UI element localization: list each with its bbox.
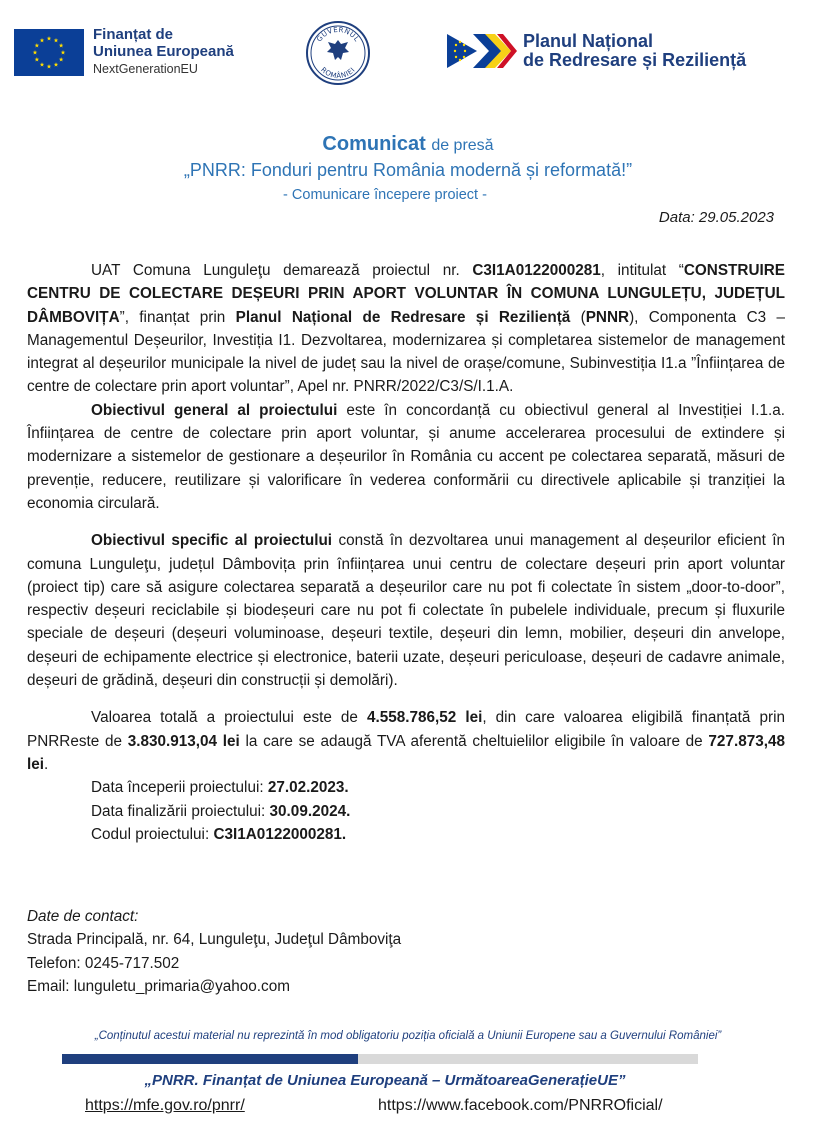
- paragraph-specific-objective: Obiectivul specific al proiectului constă în dezvoltarea unui management al deșeurilor eficient în comuna Lunguleţu, județul Dâmbovița prin înființarea unui centru de colectare deșeuri prin aport voluntar (proiect tip) care să asigure colectarea separată a deșeurilor care nu pot fi colectate în sistem „door-to-door”, respectiv deșeuri reciclabile și biodeșeuri care nu pot fi colectate în pubelele individuale, precum și fluxurile speciale de deșeuri (deșeuri voluminoase, deșeuri textile, deșeuri din lemn, mobilier, deșeuri din anvelope, deșeuri de echipamente electrice și electronice, baterii uzate, deșeuri periculoase, deșeuri de cadavre animale, deșeuri de grădină, deșeuri din construcții și demolări).: [27, 532, 785, 690]
- footer-slogan: „PNRR. Finanțat de Uniunea Europeană – UrmătoareaGenerațieUE”: [144, 1072, 626, 1089]
- seal-top-text: GUVERNUL: [315, 25, 361, 44]
- pnrr-text-line1: Planul Național: [523, 31, 654, 51]
- paragraph-project-value: Valoarea totală a proiectului este de 4.558.786,52 lei, din care valoarea eligibilă finanțată prin PNRReste de 3.830.913,04 lei la care se adaugă TVA aferentă cheltuielilor eligibile în valoare de 727.873,48 lei.: [27, 709, 785, 773]
- government-seal-logo: [305, 20, 371, 86]
- pnrr-text-line2: de Redresare și Reziliență: [523, 50, 747, 70]
- project-code: Codul proiectului: C3I1A0122000281.: [91, 825, 347, 843]
- title-rest: de presă: [431, 137, 494, 154]
- document-body: [27, 259, 785, 846]
- contact-heading: Date de contact:: [27, 908, 139, 925]
- project-start-date: Data începerii proiectului: 27.02.2023.: [91, 779, 349, 797]
- eu-stars-icon: [14, 29, 84, 76]
- pnrr-logo-text: [523, 32, 746, 70]
- seal-bottom-text: ROMÂNIEI: [319, 65, 357, 81]
- contact-email: Email: lunguletu_primaria@yahoo.com: [27, 977, 290, 995]
- paragraph-project-intro: UAT Comuna Lunguleţu demarează proiectul nr. C3I1A0122000281, intitulat “CONSTRUIRE CENTRU DE COLECTARE DEȘEURI PRIN APORT VOLUNTAR ÎN COMUNA LUNGULEȚU, JUDEȚUL DÂMBOVIȚA”, finanțat prin Planul Național de Redresare și Reziliență (PNNR), Componenta C3 – Managementul Deșeurilor, Investiția I1. Dezvoltarea, modernizarea și completarea sistemelor de management integrat al deșeurilor municipale la nivel de județ sau la nivel de orașe/comune, Subinvestiția I1.a ”Înființarea de centre de colectare prin aport voluntar”, Apel nr. PNRR/2022/C3/S/I.1.A.: [27, 262, 786, 396]
- eu-funding-text: [93, 26, 234, 78]
- press-release-date: Data: 29.05.2023: [658, 209, 774, 226]
- contact-phone: Telefon: 0245-717.502: [27, 954, 180, 972]
- pnrr-logo-mark: [447, 30, 517, 72]
- press-release-subtitle: „PNRR: Fonduri pentru România modernă și reformată!”: [183, 160, 633, 180]
- footer-stripe: [62, 1051, 698, 1061]
- paragraph-general-objective: Obiectivul general al proiectului este în concordanță cu obiectivul general al Investiției I.1.a. Înființarea de centre de colectare prin aport voluntar, și anume accelerarea procesului de extindere și modernizare a sistemelor de gestionare a deșeurilor în România cu accent pe colectarea separată, măsuri de prevenție, reducere, reutilizare și valorificare în vederea conformării cu directivele aplicabile și tranziției la economia circulară.: [27, 401, 785, 512]
- eu-text-line3: NextGenerationEU: [93, 62, 198, 76]
- contact-address: Strada Principală, nr. 64, Lunguleţu, Judeţul Dâmboviţa: [27, 931, 402, 949]
- press-release-subsubtitle: - Comunicare începere proiect -: [283, 187, 487, 203]
- eu-disclaimer: „Conținutul acestui material nu reprezintă în mod obligatoriu poziția oficială a Uniunii Europene sau a Guvernului României”: [94, 1030, 722, 1042]
- eu-text-line2: Uniunea Europeană: [93, 43, 234, 60]
- press-release-title: [0, 133, 816, 156]
- mfe-pnrr-link[interactable]: https://mfe.gov.ro/pnrr/: [85, 1097, 245, 1114]
- eu-text-line1: Finanțat de: [93, 26, 174, 43]
- project-end-date: Data finalizării proiectului: 30.09.2024.: [91, 802, 351, 820]
- facebook-pnrr-link[interactable]: https://www.facebook.com/PNRROficial/: [378, 1097, 663, 1114]
- eu-flag-logo: [14, 29, 84, 76]
- contact-block: [27, 905, 401, 998]
- title-strong: Comunicat: [322, 133, 426, 155]
